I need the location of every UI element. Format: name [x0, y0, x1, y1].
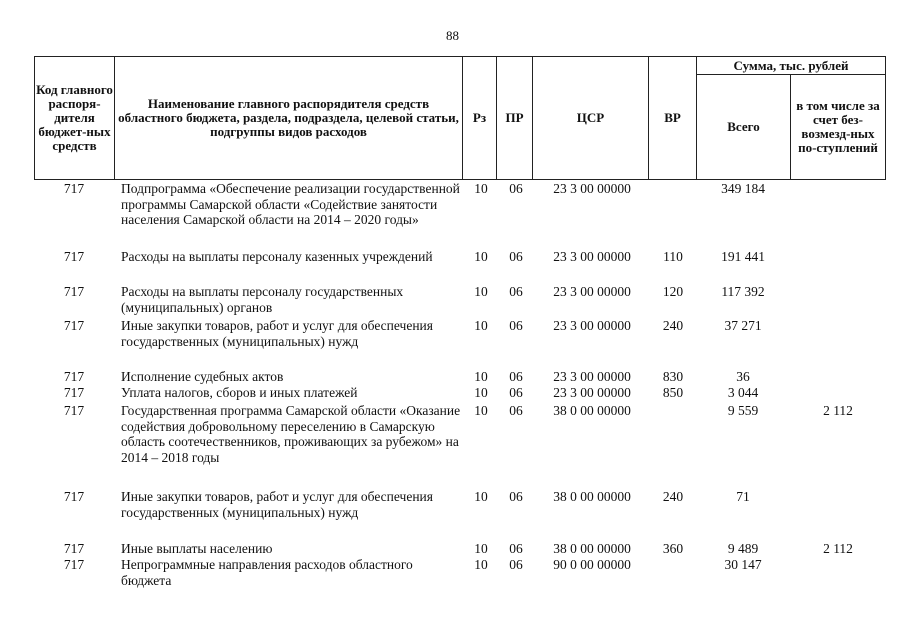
cell-rz: 10	[474, 369, 488, 384]
header-bottom-rule	[34, 179, 886, 180]
cell-pr: 06	[509, 284, 523, 299]
cell-name: Иные выплаты населению	[121, 541, 273, 556]
cell-total: 36	[736, 369, 750, 384]
cell-total: 9 489	[727, 541, 759, 556]
cell-total: 30 147	[724, 557, 762, 572]
header-vr: ВР	[664, 110, 681, 125]
cell-name: Расходы на выплаты персоналу государственных (муниципальных) органов	[121, 284, 404, 315]
cell-name: Исполнение судебных актов	[121, 369, 284, 384]
cell-rz: 10	[474, 385, 488, 400]
cell-code: 717	[63, 181, 85, 196]
cell-code: 717	[63, 284, 85, 299]
cell-name: Уплата налогов, сборов и иных платежей	[121, 385, 358, 400]
cell-free: 2 112	[823, 541, 853, 556]
cell-code: 717	[63, 318, 85, 333]
cell-pr: 06	[509, 369, 523, 384]
cell-pr: 06	[509, 489, 523, 504]
cell-rz: 10	[474, 318, 488, 333]
cell-csr: 23 3 00 00000	[553, 369, 631, 384]
cell-csr: 23 3 00 00000	[553, 318, 631, 333]
cell-pr: 06	[509, 181, 523, 196]
cell-vr: 360	[662, 541, 684, 556]
rule-right	[885, 56, 886, 180]
cell-code: 717	[63, 557, 85, 572]
cell-total: 191 441	[721, 249, 765, 264]
cell-pr: 06	[509, 249, 523, 264]
cell-free: 2 112	[823, 403, 853, 418]
cell-name: Расходы на выплаты персоналу казенных учреждений	[121, 249, 433, 264]
cell-csr: 23 3 00 00000	[553, 249, 631, 264]
cell-vr: 240	[662, 489, 684, 504]
cell-code: 717	[63, 403, 85, 418]
cell-name: Непрограммные направления расходов областного бюджета	[121, 557, 413, 588]
cell-code: 717	[63, 369, 85, 384]
header-csr: ЦСР	[576, 110, 605, 125]
cell-name: Подпрограмма «Обеспечение реализации государственной программы Самарской области «Содействие занятости населения Самарской области на 2014 – 2020 годы»	[121, 181, 460, 227]
header-name: Наименование главного распорядителя средств областного бюджета, раздела, подраздела, целевой статьи, подгруппы видов расходов	[118, 96, 459, 139]
header-code: Код главного распоря-дителя бюджет-ных средств	[36, 82, 113, 153]
cell-vr: 240	[662, 318, 684, 333]
cell-rz: 10	[474, 403, 488, 418]
cell-pr: 06	[509, 318, 523, 333]
cell-total: 9 559	[727, 403, 759, 418]
cell-csr: 90 0 00 00000	[553, 557, 631, 572]
cell-rz: 10	[474, 181, 488, 196]
cell-csr: 23 3 00 00000	[553, 385, 631, 400]
cell-vr: 120	[662, 284, 684, 299]
cell-vr: 850	[662, 385, 684, 400]
cell-code: 717	[63, 541, 85, 556]
cell-pr: 06	[509, 403, 523, 418]
cell-total: 3 044	[727, 385, 759, 400]
cell-pr: 06	[509, 557, 523, 572]
cell-total: 37 271	[724, 318, 762, 333]
cell-name: Иные закупки товаров, работ и услуг для обеспечения государственных (муниципальных) нужд	[121, 318, 433, 349]
cell-csr: 38 0 00 00000	[553, 541, 631, 556]
cell-code: 717	[63, 489, 85, 504]
header-sum-group: Сумма, тыс. рублей	[733, 57, 849, 73]
cell-csr: 23 3 00 00000	[553, 284, 631, 299]
cell-total: 349 184	[721, 181, 765, 196]
cell-total: 117 392	[721, 284, 765, 299]
cell-rz: 10	[474, 489, 488, 504]
cell-csr: 38 0 00 00000	[553, 403, 631, 418]
cell-csr: 23 3 00 00000	[553, 181, 631, 196]
cell-rz: 10	[474, 249, 488, 264]
cell-rz: 10	[474, 541, 488, 556]
cell-code: 717	[63, 385, 85, 400]
cell-vr: 830	[662, 369, 684, 384]
cell-name: Иные закупки товаров, работ и услуг для обеспечения государственных (муниципальных) нужд	[121, 489, 433, 520]
table-header	[34, 56, 886, 180]
cell-code: 717	[63, 249, 85, 264]
cell-pr: 06	[509, 541, 523, 556]
cell-pr: 06	[509, 385, 523, 400]
cell-total: 71	[736, 489, 750, 504]
header-pr: ПР	[505, 110, 524, 125]
cell-name: Государственная программа Самарской области «Оказание содействия добровольному переселению в Самарскую область соотечественников, проживающих за рубежом» на 2014 – 2018 годы	[121, 403, 461, 465]
cell-rz: 10	[474, 557, 488, 572]
header-total: Всего	[727, 119, 760, 134]
page-number: 88	[446, 28, 459, 43]
cell-rz: 10	[474, 284, 488, 299]
cell-vr: 110	[663, 249, 683, 264]
header-free: в том числе за счет без-возмезд-ных по-ступлений	[796, 98, 880, 155]
header-rz: Рз	[472, 110, 487, 125]
cell-csr: 38 0 00 00000	[553, 489, 631, 504]
